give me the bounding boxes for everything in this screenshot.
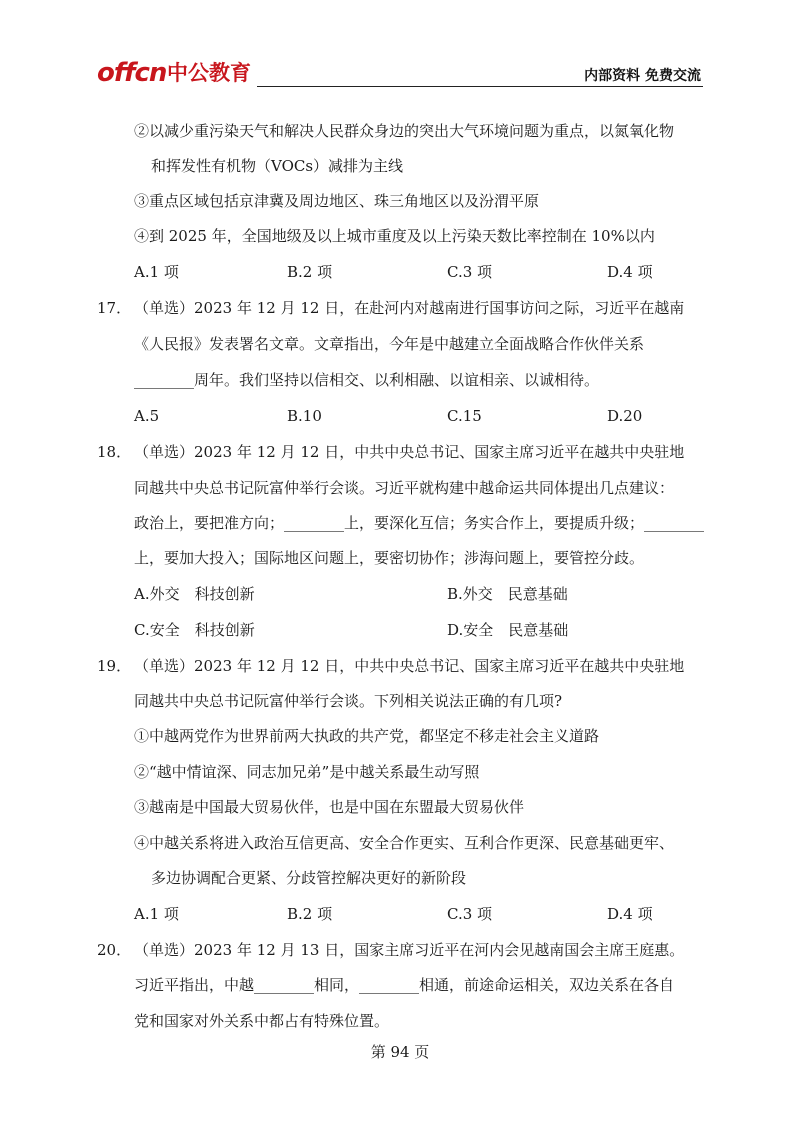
q19-item-3: ③越南是中国最大贸易伙伴，也是中国在东盟最大贸易伙伴 (134, 798, 525, 816)
header-internal-label: 内部资料 免费交流 (584, 68, 701, 84)
q18-option-a: A.外交 科技创新 (134, 585, 255, 603)
q20-stem-line-1: （单选）2023 年 12 月 13 日，国家主席习近平在河内会见越南国会主席王庭惠。 (134, 941, 685, 959)
q20-stem-line-3: 党和国家对外关系中都占有特殊位置。 (134, 1012, 390, 1030)
page-header (97, 58, 703, 90)
q18-option-c: C.安全 科技创新 (134, 621, 255, 639)
q20-number: 20． (97, 941, 132, 959)
offcn-logo-latin: offcn (97, 58, 167, 88)
q19-option-c: C.3 项 (447, 905, 493, 923)
q17-option-a: A.5 (134, 407, 160, 425)
q18-number: 18． (97, 443, 132, 461)
offcn-logo-cn: 中公教育 (167, 61, 251, 85)
q19-option-a: A.1 项 (134, 905, 179, 923)
q19-number: 19． (97, 657, 132, 675)
q19-item-2: ②“越中情谊深、同志加兄弟”是中越关系最生动写照 (134, 763, 480, 781)
q18-stem-line-3: 政治上，要把准方向；________上，要深化互信；务实合作上，要提质升级；________ (134, 514, 705, 532)
q16-option-a: A.1 项 (134, 263, 179, 281)
q19-option-b: B.2 项 (287, 905, 333, 923)
q17-option-d: D.20 (607, 407, 643, 425)
q20-stem-line-2: 习近平指出，中越________相同，________相通，前途命运相关，双边关系在各自 (134, 976, 675, 994)
q18-option-b: B.外交 民意基础 (447, 585, 568, 603)
q16-item-4: ④到 2025 年，全国地级及以上城市重度及以上污染天数比率控制在 10%以内 (134, 227, 655, 245)
q17-number: 17． (97, 299, 132, 317)
page-number: 第 94 页 (370, 1043, 430, 1061)
q18-stem-line-1: （单选）2023 年 12 月 12 日，中共中央总书记、国家主席习近平在越共中央驻地 (134, 443, 685, 461)
q16-option-c: C.3 项 (447, 263, 493, 281)
q17-option-c: C.15 (447, 407, 482, 425)
q17-stem-line-1: （单选）2023 年 12 月 12 日，在赴河内对越南进行国事访问之际，习近平在越南 (134, 299, 685, 317)
q16-item-2-line-1: ②以减少重污染天气和解决人民群众身边的突出大气环境问题为重点，以氮氧化物 (134, 122, 675, 140)
q17-stem-line-3: ________周年。我们坚持以信相交、以利相融、以谊相亲、以诚相待。 (134, 371, 600, 389)
q19-item-4-line-2: 多边协调配合更紧、分歧管控解决更好的新阶段 (151, 869, 467, 887)
q16-option-d: D.4 项 (607, 263, 653, 281)
q19-stem-line-1: （单选）2023 年 12 月 12 日，中共中央总书记、国家主席习近平在越共中央驻地 (134, 657, 685, 675)
header-rule (257, 86, 703, 87)
q17-stem-line-2: 《人民报》发表署名文章。文章指出，今年是中越建立全面战略合作伙伴关系 (134, 335, 645, 353)
q16-item-3: ③重点区域包括京津冀及周边地区、珠三角地区以及汾渭平原 (134, 192, 540, 210)
q18-stem-line-4: 上，要加大投入；国际地区问题上，要密切协作；涉海问题上，要管控分歧。 (134, 549, 645, 567)
q16-option-b: B.2 项 (287, 263, 333, 281)
q19-item-1: ①中越两党作为世界前两大执政的共产党，都坚定不移走社会主义道路 (134, 727, 600, 745)
q16-item-2-line-2: 和挥发性有机物（VOCs）减排为主线 (151, 157, 404, 175)
q19-stem-line-2: 同越共中央总书记阮富仲举行会谈。下列相关说法正确的有几项? (134, 692, 563, 710)
q19-option-d: D.4 项 (607, 905, 653, 923)
q17-option-b: B.10 (287, 407, 322, 425)
q18-stem-line-2: 同越共中央总书记阮富仲举行会谈。习近平就构建中越命运共同体提出几点建议： (134, 479, 675, 497)
q18-option-d: D.安全 民意基础 (447, 621, 569, 639)
q19-item-4-line-1: ④中越关系将进入政治互信更高、安全合作更实、互利合作更深、民意基础更牢、 (134, 834, 675, 852)
